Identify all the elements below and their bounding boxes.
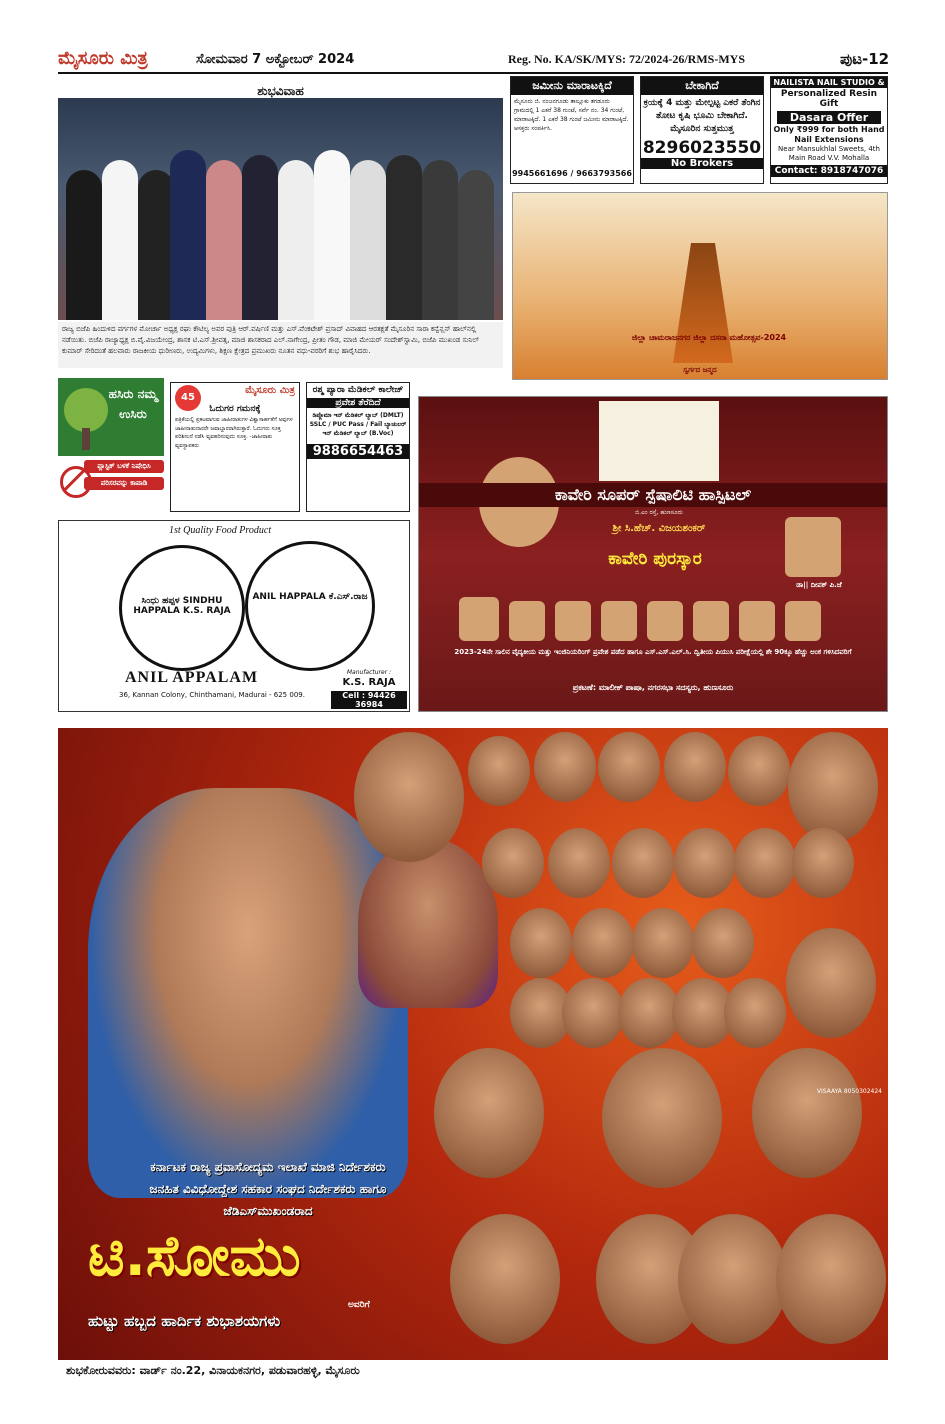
birthday-designation bbox=[78, 1156, 458, 1222]
green-breath-text: ಹಸಿರು ನಮ್ಮ ಉಸಿರು bbox=[108, 387, 158, 421]
leader-photo bbox=[788, 732, 878, 842]
wanted-footer: No Brokers bbox=[641, 158, 763, 169]
leader-photo bbox=[612, 828, 674, 898]
appalam-cell: Cell : 94426 36984 bbox=[331, 691, 407, 709]
medical-college-ad bbox=[306, 382, 410, 512]
leader-photo bbox=[450, 1214, 560, 1344]
tree-trunk-icon bbox=[82, 428, 90, 450]
kaveri-award-ad bbox=[418, 396, 888, 712]
leader-photo bbox=[692, 908, 754, 978]
readers-body: ಪತ್ರಿಕೆಯಲ್ಲಿ ಪ್ರಕಟವಾಗುವ ಜಾಹೀರಾತುಗಳ ವಿಶ್ವಾಸಾರ್ಹತೆಗೆ ಅವುಗಳ ಜಾಹೀರಾತುದಾರರೇ ಜವಾಬ್ದಾರರಾಗಿರುತ್ತಾರೆ. ಓದುಗರು ಸೂಕ್ತ ಪರಿಶೀಲನೆ ನಡೆಸಿ ವ್ಯವಹರಿಸುವುದು ಸೂಕ್ತ. -ಜಾಹೀರಾತು ವ್ಯವಸ್ಥಾಪಕರು bbox=[175, 417, 293, 449]
wanted-ad bbox=[640, 76, 764, 184]
land-sale-body: ಮೈಸೂರು ಜಿ. ನಂಜನಗೂಡು ತಾಲ್ಲೂಕು ತಗಡೂರು ಗ್ರಾಮದಲ್ಲಿ 1 ಎಕರೆ 38 ಗುಂಟೆ, ಸರ್ವೆ ನಂ. 34 ಗುಂಟೆ, ಮಾರಾಟಕ್ಕಿದೆ. 1 ಎಕರೆ 38 ಗುಂಟೆ ಜಮೀನು ಮಾರಾಟಕ್ಕಿದೆ. ಆಸಕ್ತರು ಸಂಪರ್ಕಿಸಿ. bbox=[514, 98, 629, 132]
dasara-ad bbox=[512, 192, 888, 380]
designation-line2: ಜನಹಿತ ವಿವಿಧೋದ್ದೇಶ ಸಹಕಾರ ಸಂಘದ ನಿರ್ದೇಶಕರು ಹಾಗೂ bbox=[149, 1182, 387, 1196]
appalam-quality: 1st Quality Food Product bbox=[169, 525, 272, 536]
sindhu-logo bbox=[119, 545, 245, 671]
dasara-footer: ಸ್ವರ್ಗದ ಜನ್ಮದ bbox=[683, 366, 717, 374]
sindhu-logo-text: ಸಿಂಧು ಹಪ್ಪಳ SINDHU HAPPALA K.S. RAJA bbox=[133, 596, 231, 616]
birthday-person-name: ಟಿ.ಸೋಮು bbox=[88, 1224, 301, 1289]
leader-photo bbox=[776, 1214, 886, 1344]
land-sale-phone: 9945661696 / 9663793566 bbox=[512, 169, 632, 178]
nail-offer: Dasara Offer bbox=[777, 111, 881, 124]
lady-portrait bbox=[358, 838, 498, 1008]
temple-icon bbox=[673, 243, 733, 363]
award-eligibility: 2023-24ನೇ ಸಾಲಿನ ವೈದ್ಯಕೀಯ ಮತ್ತು ಇಂಜಿನಿಯರಿಂಗ್ ಪ್ರವೇಶ ಪಡೆದ ಹಾಗೂ ಎಸ್.ಎಸ್.ಎಲ್.ಸಿ. ದ್ವಿತೀಯ ಪಿಯುಸಿ ಪರೀಕ್ಷೆಯಲ್ಲಿ ಶೇ 90ಕ್ಕೂ ಹೆಚ್ಚು ಅಂಕ ಗಳಿಸಿದವರಿಗೆ bbox=[454, 648, 852, 656]
anil-logo bbox=[245, 541, 375, 671]
award-issuer: ಪ್ರಕಟಣೆ: ಮಾಲೀಕ್ ಪಾಷಾ, ನಗರಸಭಾ ಸದಸ್ಯರು, ಹುಣಸೂರು bbox=[572, 683, 734, 692]
plastic-ban-ad bbox=[58, 460, 164, 508]
readers-title: ಓದುಗರ ಗಮನಕ್ಕೆ bbox=[209, 404, 261, 414]
wanted-phone: 8296023550 bbox=[642, 138, 762, 158]
medical-subtitle: ಪ್ರವೇಶ ತೆರೆದಿದೆ bbox=[307, 398, 409, 408]
plastic-line2: ಪರಿಸರವನ್ನು ಕಾಪಾಡಿ bbox=[84, 477, 164, 490]
birthday-footer: ಶುಭಕೋರುವವರು: ವಾರ್ಡ್ ನಂ.22, ವಿನಾಯಕನಗರ, ಪಡುವಾರಹಳ್ಳಿ, ಮೈಸೂರು bbox=[58, 1360, 888, 1382]
honoree-name: ಶ್ರೀ ಸಿ.ಹೆಚ್. ವಿಜಯಶಂಕರ್ bbox=[612, 523, 706, 534]
medical-title: ರಶ್ಮ ಪ್ಯಾರಾ ಮೆಡಿಕಲ್ ಕಾಲೇಜ್ bbox=[312, 385, 404, 395]
wedding-photo bbox=[58, 98, 503, 320]
nail-studio-ad bbox=[770, 76, 888, 184]
leader-photo bbox=[674, 828, 736, 898]
student-photo bbox=[647, 601, 683, 641]
green-breath-ad bbox=[58, 378, 164, 456]
wanted-body: ಕ್ರಯಕ್ಕೆ 4 ಮತ್ತು ಮೇಲ್ಪಟ್ಟ ಎಕರೆ ತೆಂಗಿನ ತೋಟ ಕೃಷಿ ಭೂಮಿ ಬೇಕಾಗಿದೆ. ಮೈಸೂರಿನ ಸುತ್ತಮುತ್ತ bbox=[643, 98, 761, 134]
award-title: ಕಾವೇರಿ ಪುರಸ್ಕಾರ bbox=[608, 549, 702, 569]
hospital-building-icon bbox=[599, 401, 719, 481]
masthead-logo: ಮೈಸೂರು ಮಿತ್ರ bbox=[58, 48, 148, 69]
doctor-photo bbox=[785, 517, 841, 577]
student-photo bbox=[459, 597, 499, 641]
leader-photo bbox=[664, 732, 726, 802]
nail-line1: NAILISTA NAIL STUDIO & bbox=[771, 77, 887, 88]
masthead-date: ಸೋಮವಾರ 7 ಅಕ್ಟೋಬರ್ 2024 bbox=[196, 52, 355, 67]
appalam-ad bbox=[58, 520, 410, 712]
nail-contact: Contact: 8918747076 bbox=[771, 165, 887, 177]
nail-address: Near Mansukhlal Sweets, 4th Main Road V.V. Mohalla bbox=[778, 145, 880, 162]
appalam-name: ANIL APPALAM bbox=[125, 669, 259, 686]
appalam-address: 36, Kannan Colony, Chinthamani, Madurai - 625 009. bbox=[119, 691, 305, 699]
leader-photo bbox=[724, 978, 786, 1048]
registration-number: Reg. No. KA/SK/MYS: 72/2024-26/RMS-MYS bbox=[508, 52, 745, 66]
student-photo bbox=[739, 601, 775, 641]
leader-photo bbox=[534, 732, 596, 802]
section-title-wedding: ಶುಭವಿವಾಹ bbox=[257, 84, 304, 98]
designation-line3: ಜೆಡಿಎಸ್‌ಮುಖಂಡರಾದ bbox=[223, 1204, 313, 1218]
plastic-line1: ಪ್ಲಾಸ್ಟಿಕ್ ಬಳಕೆ ನಿಷೇಧಿಸಿ bbox=[84, 460, 164, 473]
doctor-name: ಡಾ|| ದೀಪಕ್ ಪಿ.ಜೆ bbox=[796, 581, 842, 589]
birthday-ad bbox=[58, 728, 888, 1382]
student-photo bbox=[785, 601, 821, 641]
leader-photo bbox=[632, 908, 694, 978]
leader-photo bbox=[468, 736, 530, 806]
leader-photo bbox=[510, 908, 572, 978]
readers-notice bbox=[170, 382, 300, 512]
leader-photo bbox=[482, 828, 544, 898]
manufacturer-label: Manufacturer : bbox=[346, 669, 392, 676]
leader-photo bbox=[752, 1048, 862, 1178]
leader-photo bbox=[728, 736, 790, 806]
leader-photo bbox=[734, 828, 796, 898]
masthead-rule bbox=[58, 72, 888, 74]
leader-photo bbox=[562, 978, 624, 1048]
leader-photo bbox=[792, 828, 854, 898]
birthday-avarige: ಅವರಿಗೆ bbox=[348, 1300, 370, 1310]
wanted-title: ಬೇಕಾಗಿದೆ bbox=[641, 77, 763, 95]
leader-photo bbox=[786, 928, 876, 1038]
manufacturer-name: K.S. RAJA bbox=[342, 677, 396, 688]
anil-logo-text: ANIL HAPPALA ಕೆ.ಎಸ್.ರಾಜ bbox=[252, 592, 368, 602]
leader-photo bbox=[354, 732, 464, 862]
hospital-location: ಬಿ.ಎಂ ರಸ್ತೆ, ಹುಣಸೂರು bbox=[635, 509, 683, 516]
leader-photo bbox=[678, 1214, 788, 1344]
leader-photo bbox=[602, 1048, 722, 1188]
main-portrait bbox=[88, 788, 408, 1198]
land-sale-title: ಜಮೀನು ಮಾರಾಟಕ್ಕಿದೆ bbox=[511, 77, 633, 95]
student-photo bbox=[509, 601, 545, 641]
hospital-name: ಕಾವೇರಿ ಸೂಪರ್ ಸ್ಪೆಷಾಲಿಟಿ ಹಾಸ್ಪಿಟಲ್ bbox=[419, 483, 887, 507]
nail-line2: Personalized Resin Gift bbox=[780, 89, 878, 109]
student-photo bbox=[555, 601, 591, 641]
student-photo bbox=[693, 601, 729, 641]
page-number: ಪುಟ-12 bbox=[840, 50, 890, 68]
dasara-title: ಜಿಲ್ಲಾ ಚಾಮರಾಜನಗರ ಜಿಲ್ಲಾ ದಸರಾ ಮಹೋತ್ಸವ-2024 bbox=[631, 333, 787, 342]
land-sale-ad bbox=[510, 76, 634, 184]
student-photo bbox=[601, 601, 637, 641]
medical-courses: ಡಿಪ್ಲೊಮಾ ಇನ್ ಮೆಡಿಕಲ್ ಲ್ಯಾಬ್ (DMLT) SSLC / PUC Pass / Fail ಬ್ಯಾಚುಲರ್ ಇನ್ ಮೆಡಿಕಲ್ ಲ್ಯಾಬ್ (B.Voc) bbox=[309, 412, 407, 437]
nail-line3: Only ₹999 for both Hand Nail Extensions bbox=[773, 125, 885, 144]
birthday-wishes: ಹುಟ್ಟು ಹಬ್ಬದ ಹಾರ್ದಿಕ ಶುಭಾಶಯಗಳು bbox=[88, 1312, 281, 1330]
leader-photo bbox=[618, 978, 680, 1048]
designation-line1: ಕರ್ನಾಟಕ ರಾಜ್ಯ ಪ್ರವಾಸೋದ್ಯಮ ಇಲಾಖೆ ಮಾಜಿ ನಿರ್ದೇಶಕರು bbox=[150, 1160, 386, 1174]
medical-phone: 9886654463 bbox=[307, 444, 409, 459]
readers-logo: ಮೈಸೂರು ಮಿತ್ರ bbox=[245, 385, 295, 396]
leader-photo bbox=[572, 908, 634, 978]
leader-photo bbox=[598, 732, 660, 802]
designer-brand: VISAAYA 8050302424 bbox=[816, 1088, 882, 1095]
tree-icon bbox=[64, 388, 108, 432]
wedding-caption: ರಾಜ್ಯ ಬಿಜೆಪಿ ಹಿಂದುಳಿದ ವರ್ಗಗಳ ಮೋರ್ಚಾ ಅಧ್ಯಕ್ಷ ರಘು ಕೌಟಿಲ್ಯ ಅವರ ಪುತ್ರಿ ಆರ್.ವರ್ಷಿಣಿ ಮತ್ತು ಎಸ್.ವೆಂಕಟೇಶ್ ಪ್ರಸಾದ್ ವಿವಾಹದ ಆರತಕ್ಷತೆ ಮೈಸೂರಿನ ಸಾರಾ ಕನ್ವೆನ್ಷನ್ ಹಾಲ್‌ನಲ್ಲಿ ನಡೆಯಿತು. ಬಿಜೆಪಿ ರಾಜ್ಯಾಧ್ಯಕ್ಷ ಬಿ.ವೈ.ವಿಜಯೇಂದ್ರ, ಶಾಸಕ ಟಿ.ಎಸ್.ಶ್ರೀವತ್ಸ, ಮಾಜಿ ಶಾಸಕರಾದ ಎಲ್.ನಾಗೇಂದ್ರ, ಪ್ರೀತಂ ಗೌಡ, ಮಾಜಿ ಮೇಯರ್ ಸಂದೇಶ್‌ಸ್ವಾಮಿ, ಬಿಜೆಪಿ ಮುಖಂಡ ಸುನಿಲ್ ಕುಮಾರ್ ಸೇರಿದಂತೆ ಹಲವಾರು ರಾಜಕೀಯ ಧುರೀಣರು, ಉದ್ಯಮಿಗಳು, ಶಿಕ್ಷಣ ಕ್ಷೇತ್ರದ ಪ್ರಮುಖರು ನೂತನ ವಧು-ವರರಿಗೆ ಶುಭ ಹಾರೈಸಿದರು. bbox=[58, 322, 503, 368]
anniversary-badge: 45 bbox=[175, 385, 201, 411]
leader-photo bbox=[548, 828, 610, 898]
no-plastic-icon bbox=[60, 466, 92, 498]
